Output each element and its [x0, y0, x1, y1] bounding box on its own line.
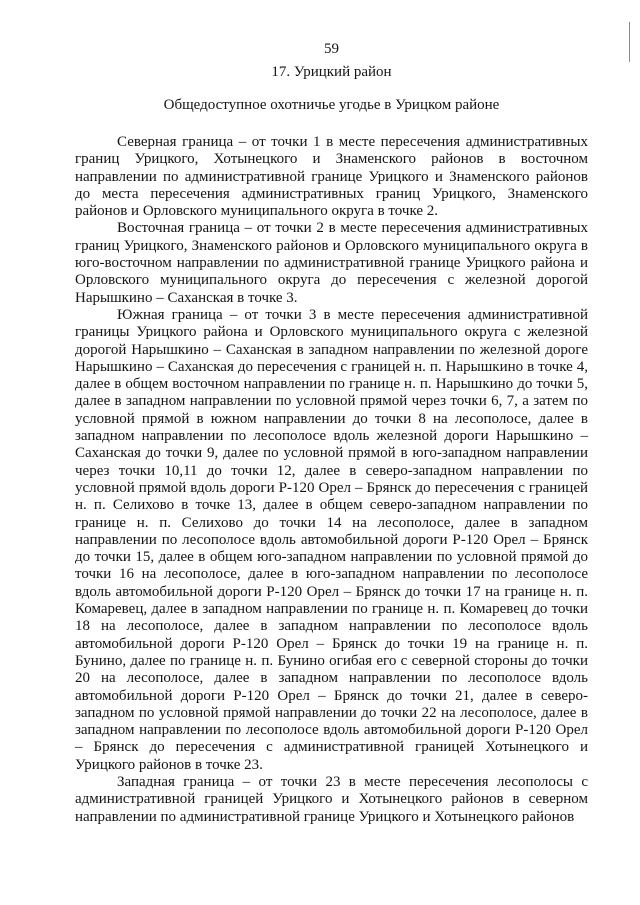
scan-edge-line	[629, 22, 630, 62]
paragraph-south-border: Южная граница – от точки 3 в месте пересечения административной границы Урицкого района и Орловского муниципального округа с железной дорогой Нарышкино – Саханская в западном направлении по железной дороге Нарышкино – Саханская до пересечения с границей н. п. Нарышкино в точке 4, далее в общем восточном направлении по границе н. п. Нарышкино до точки 5, далее в западном направлении по условной прямой через точки 6, 7, а затем по условной прямой в южном направлении до точки 8 на лесополосе, далее в западном направлении по лесополосе вдоль железной дороги Нарышкино – Саханская до точки 9, далее по условной прямой в юго-западном направлении через точки 10,11 до точки 12, далее в северо-западном направлении по условной прямой вдоль дороги Р-120 Орел – Брянск до пересечения с границей н. п. Селихово в точке 13, далее в общем северо-западном направлении по границе н. п. Селихово до точки 14 на лесополосе, далее в западном направлении по лесополосе вдоль автомобильной дороги Р-120 Орел – Брянск до точки 15, далее в общем юго-западном направлении по условной прямой до точки 16 на лесополосе, далее в юго-западном направлении по лесополосе вдоль автомобильной дороги Р-120 Орел – Брянск до точки 17 на границе н. п. Комаревец, далее в западном направлении по границе н. п. Комаревец до точки 18 на лесополосе, далее в западном направлении по лесополосе вдоль автомобильной дороги Р-120 Орел – Брянск до точки 19 на границе н. п. Бунино, далее по границе н. п. Бунино огибая его с северной стороны до точки 20 на лесополосе, далее в западном направлении по лесополосе вдоль автомобильной дороги Р-120 Орел – Брянск до точки 21, далее в северо-западном по условной прямой направлении до точки 22 на лесополосе, далее в западном направлении по лесополосе вдоль автомобильной дороги Р-120 Орел – Брянск до пересечения с административной границей Хотынецкого и Урицкого районов в точке 23.	[75, 306, 588, 773]
document-body	[75, 134, 588, 826]
paragraph-north-border: Северная граница – от точки 1 в месте пересечения административных границ Урицкого, Хотынецкого и Знаменского районов в восточном направлении по административной границе Урицкого и Знаменского районов до места пересечения административных границ Урицкого, Знаменского районов и Орловского муниципального округа в точке 2.	[75, 134, 588, 220]
page-number: 59	[324, 41, 339, 57]
paragraph-east-border: Восточная граница – от точки 2 в месте пересечения административных границ Урицкого, Знаменского районов и Орловского муниципального округа в юго-восточном направлении по административной границе Урицкого района и Орловского муниципального округа до пересечения с железной дорогой Нарышкино – Саханская в точке 3.	[75, 220, 588, 306]
section-title: 17. Урицкий район	[271, 64, 392, 80]
paragraph-west-border: Западная граница – от точки 23 в месте пересечения лесополосы с административной границей Урицкого и Хотынецкого районов в северном направлении по административной границе Урицкого и Хотынецкого районов	[75, 773, 588, 825]
subtitle: Общедоступное охотничье угодье в Урицком районе	[163, 97, 500, 113]
